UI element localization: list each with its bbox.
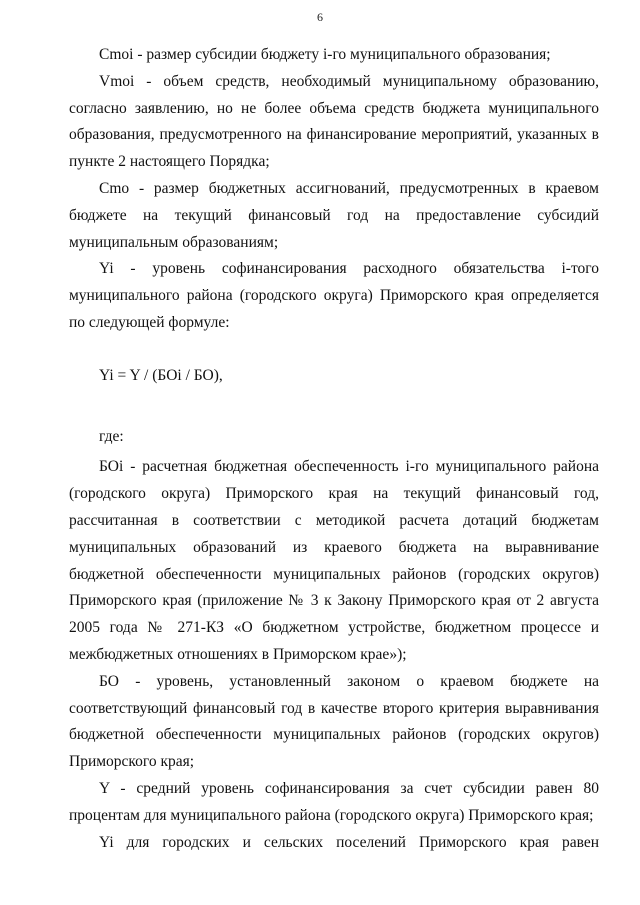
paragraph-cmo: Cmo - размер бюджетных ассигнований, предусмотренных в краевом бюджете на текущий финансовый год на предоставление субсидий муниципальным образованиям; <box>69 179 599 251</box>
page-number: 6 <box>317 10 323 24</box>
paragraph-vmoi: Vmoi - объем средств, необходимый муниципальному образованию, согласно заявлению, но не более объема средств бюджета муниципального образования, предусмотренного на финансирование мероприятий, указанных в пункте 2 настоящего Порядка; <box>69 72 599 171</box>
paragraph-cmoi: Cmoi - размер субсидии бюджету i-го муниципального образования; <box>99 46 551 63</box>
formula: Yi = Y / (БОi / БО), <box>99 366 223 384</box>
document-body <box>69 42 599 856</box>
paragraph-yi-intro: Yi - уровень софинансирования расходного обязательства i-того муниципального района (городского округа) Приморского края определяется по следующей формуле: <box>69 260 599 331</box>
where-label: где: <box>99 427 124 445</box>
definition-y: Y - средний уровень софинансирования за счет субсидии равен 80 процентам для муниципального района (городского округа) Приморского края; <box>69 779 599 824</box>
definition-yi-settlements: Yi для городских и сельских поселений Приморского края равен <box>99 833 599 851</box>
definition-bo: БО - уровень, установленный законом о краевом бюджете на соответствующий финансовый год в качестве второго критерия выравнивания бюджетной обеспеченности муниципальных районов (городских округов) Приморского края; <box>69 672 599 771</box>
definition-boi: БОi - расчетная бюджетная обеспеченность i-го муниципального района (городского округа) Приморского края на текущий финансовый год, рассчитанная в соответствии с методикой расчета дотаций бюджетам муниципальных образований из краевого бюджета на выравнивание бюджетной обеспеченности муниципальных районов (городских округов) Приморского края (приложение № 3 к Закону Приморского края от 2 августа 2005 года № 271-КЗ «О бюджетном устройстве, бюджетном процессе и межбюджетных отношениях в Приморском крае»); <box>69 458 599 663</box>
